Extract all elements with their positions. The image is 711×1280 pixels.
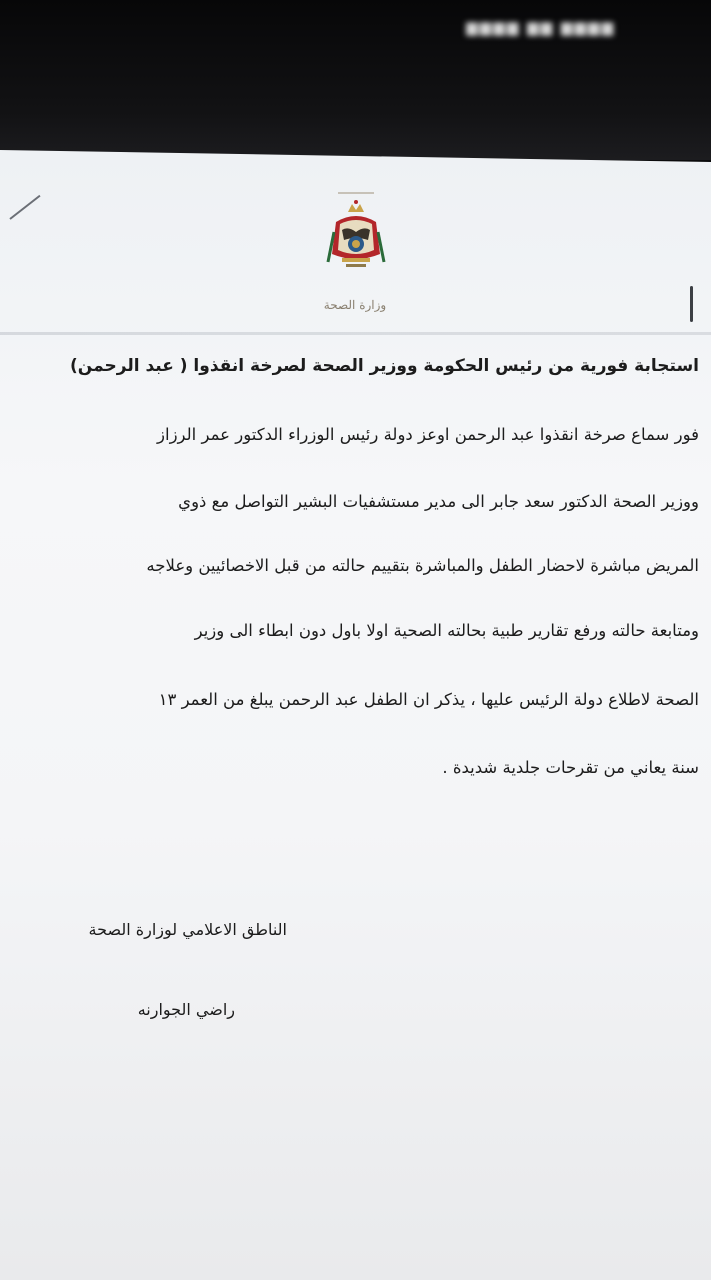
body-line: فور سماع صرخة انقذوا عبد الرحمن اوعز دولة رئيس الوزراء الدكتور عمر الرزاز <box>157 425 699 444</box>
document-headline: استجابة فورية من رئيس الحكومة ووزير الصحة لصرخة انقذوا ( عبد الرحمن) <box>70 356 699 376</box>
body-line: ومتابعة حالته ورفع تقارير طبية بحالته الصحية اولا باول دون ابطاء الى وزير <box>194 621 699 640</box>
ministry-name: وزارة الصحة <box>323 298 387 312</box>
document-page <box>0 150 711 1280</box>
body-line: ووزير الصحة الدكتور سعد جابر الى مدير مستشفيات البشير التواصل مع ذوي <box>178 492 699 511</box>
edge-mark <box>690 286 693 322</box>
paper-fold-line <box>0 332 711 335</box>
blurred-header-text: ▆▆▆▆ ▆▆ ▆▆▆▆ <box>466 18 615 36</box>
body-line: المريض مباشرة لاحضار الطفل والمباشرة بتقييم حالته من قبل الاخصائيين وعلاجه <box>146 556 699 575</box>
signature-name: راضي الجوارنه <box>137 1000 235 1019</box>
body-line: سنة يعاني من تقرحات جلدية شديدة . <box>442 758 699 777</box>
signature-title: الناطق الاعلامي لوزارة الصحة <box>88 920 287 939</box>
jordan-coat-of-arms-icon <box>326 192 386 287</box>
body-line: الصحة لاطلاع دولة الرئيس عليها ، يذكر ان الطفل عبد الرحمن يبلغ من العمر ١٣ <box>158 690 699 709</box>
